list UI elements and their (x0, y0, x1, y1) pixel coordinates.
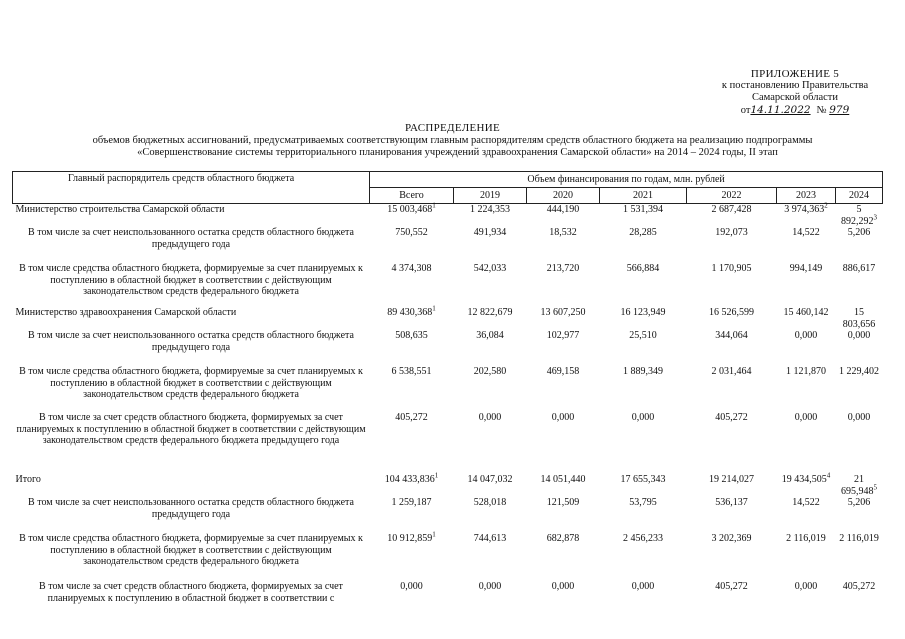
row-value (370, 201, 454, 228)
footnote-mark: 1 (432, 304, 436, 313)
value-text: 15 460,142 (783, 307, 829, 318)
value-text: 3 974,363 (784, 204, 825, 215)
row-label: В том числе за счет средств областного бюджета, формируемых за счет планируемых к поступлению в областной бюджет в соответствии с (39, 581, 343, 604)
value-text: 121,509 (546, 497, 580, 508)
value-text: 14,522 (792, 227, 820, 238)
row-value (600, 204, 687, 228)
value-text: 886,617 (842, 263, 876, 274)
table-row-ministry (13, 474, 883, 497)
row-value (836, 204, 883, 228)
value-text: 0,000 (478, 581, 502, 592)
value-text: 12 822,679 (467, 307, 513, 318)
value-text: 0,000 (478, 412, 502, 423)
row-value (454, 307, 527, 330)
header-col: 2023 (777, 188, 836, 204)
value-text: 566,884 (626, 263, 660, 274)
value-text: 0,000 (794, 412, 818, 423)
row-value (687, 227, 777, 263)
row-value (687, 366, 777, 412)
footnote-mark: 2 (824, 201, 828, 210)
value-text: 192,073 (715, 227, 748, 238)
table-row (13, 227, 883, 263)
appendix-dateline (690, 104, 900, 117)
value-text: 528,018 (473, 497, 507, 508)
header-col: 2021 (600, 188, 687, 204)
row-value (777, 227, 836, 263)
row-value (777, 201, 836, 228)
row-value (370, 366, 454, 412)
row-value (687, 204, 777, 228)
row-value (687, 581, 777, 609)
row-value (836, 263, 883, 307)
row-value (836, 227, 883, 263)
row-value (454, 366, 527, 412)
row-label: В том числе за счет неиспользованного остатка средств областного бюджета предыдущего года (28, 227, 354, 250)
row-value (687, 497, 777, 533)
value-text: 0,000 (847, 330, 871, 341)
value-text: 2 031,464 (711, 366, 752, 377)
row-value (600, 474, 687, 497)
value-text: 16 123,949 (620, 307, 666, 318)
value-text: 0,000 (794, 581, 818, 592)
row-value (527, 307, 600, 330)
value-text: 1 121,870 (786, 366, 826, 377)
row-value (527, 412, 600, 474)
row-value (687, 307, 777, 330)
row-value (370, 412, 454, 474)
value-text: 104 433,836 (384, 474, 435, 485)
row-value (454, 227, 527, 263)
value-text: 2 116,019 (839, 533, 879, 544)
table-row (13, 366, 883, 412)
row-value (836, 474, 883, 497)
value-text: 102,977 (546, 330, 580, 341)
row-value (600, 581, 687, 609)
table-row (13, 263, 883, 307)
row-value (777, 533, 836, 581)
value-text: 2 687,428 (711, 204, 752, 215)
row-value (777, 263, 836, 307)
row-value (527, 474, 600, 497)
value-text: 344,064 (715, 330, 748, 341)
row-value (527, 330, 600, 366)
value-text: 469,158 (546, 366, 580, 377)
value-text: 0,000 (794, 330, 818, 341)
table-row (13, 581, 883, 609)
number-value: 979 (829, 104, 850, 116)
value-text: 444,190 (546, 204, 580, 215)
row-label: Итого (15, 474, 41, 485)
row-value (527, 497, 600, 533)
row-value (687, 412, 777, 474)
row-value (370, 227, 454, 263)
row-value (527, 227, 600, 263)
heading-title: РАСПРЕДЕЛЕНИЕ (405, 122, 500, 134)
allocation-table (12, 171, 883, 609)
value-text: 994,149 (789, 263, 823, 274)
value-text: 14 047,032 (467, 474, 513, 485)
value-text: 6 538,551 (391, 366, 432, 377)
value-text: 1 170,905 (711, 263, 752, 274)
row-value (600, 366, 687, 412)
value-text: 14 051,440 (540, 474, 586, 485)
table-row-ministry (13, 307, 883, 330)
value-text: 213,720 (546, 263, 580, 274)
table-row (13, 497, 883, 533)
header-col: 2022 (687, 188, 777, 204)
row-label: В том числе за счет средств областного бюджета, формируемых за счет планируемых к поступлению в областной бюджет в соответствии с действующим законодательством средств федерального бюджета предыдущего года (16, 412, 366, 446)
value-text: 0,000 (400, 581, 423, 592)
value-text: 36,084 (476, 330, 504, 341)
value-text: 2 116,019 (786, 533, 826, 544)
value-text: 28,285 (629, 227, 657, 238)
row-value (454, 204, 527, 228)
row-value (687, 533, 777, 581)
number-prefix: № (816, 105, 827, 116)
row-value (836, 533, 883, 581)
row-label: В том числе средства областного бюджета, формируемые за счет планируемых к поступлению в областной бюджет в соответствии с действующим законодательством средств федерального бюджета (19, 533, 363, 567)
row-value (454, 330, 527, 366)
value-text: 682,878 (546, 533, 580, 544)
header-main: Главный распорядитель средств областного бюджета (13, 172, 370, 204)
value-text: 89 430,368 (387, 307, 433, 318)
row-value (527, 533, 600, 581)
value-text: 18,532 (549, 227, 577, 238)
value-text: 4 374,308 (391, 263, 432, 274)
table-body (13, 201, 883, 610)
footnote-mark: 1 (434, 471, 439, 480)
value-text: 53,795 (629, 497, 657, 508)
row-value (687, 474, 777, 497)
row-value (777, 471, 836, 497)
table-row (13, 412, 883, 474)
row-value (600, 533, 687, 581)
row-value (600, 263, 687, 307)
value-text: 14,522 (792, 497, 820, 508)
appendix-line-2: Самарской области (752, 92, 838, 103)
row-value (777, 412, 836, 474)
value-text: 202,580 (473, 366, 507, 377)
value-text: 405,272 (715, 412, 748, 423)
value-text: 1 259,187 (391, 497, 432, 508)
appendix-line-1: к постановлению Правительства (721, 80, 869, 91)
value-text: 1 889,349 (623, 366, 663, 377)
table-row (13, 330, 883, 366)
row-value (527, 263, 600, 307)
value-text: 405,272 (715, 581, 748, 592)
row-value (687, 330, 777, 366)
row-value (454, 474, 527, 497)
value-text: 0,000 (631, 581, 655, 592)
value-text: 21 695,948 (841, 474, 874, 497)
row-value (836, 497, 883, 533)
header-col: 2024 (836, 188, 883, 204)
footnote-mark: 4 (826, 471, 831, 480)
row-value (370, 263, 454, 307)
footnote-mark: 5 (873, 483, 878, 492)
value-text: 2 456,233 (623, 533, 663, 544)
row-value (836, 412, 883, 474)
row-value (527, 204, 600, 228)
row-value (454, 263, 527, 307)
row-value (836, 366, 883, 412)
row-value (687, 263, 777, 307)
date-value: 14.11.2022 (750, 104, 811, 116)
footnote-mark: 1 (432, 201, 436, 210)
value-text: 750,552 (395, 227, 428, 238)
value-text: 1 224,353 (470, 204, 510, 215)
row-value (836, 307, 883, 330)
value-text: 405,272 (395, 412, 428, 423)
row-value (454, 533, 527, 581)
row-value (600, 227, 687, 263)
value-text: 25,510 (629, 330, 657, 341)
row-value (527, 581, 600, 609)
document-heading (0, 122, 905, 160)
table-row-ministry (13, 204, 883, 228)
header-col: 2019 (454, 188, 527, 204)
row-value (836, 330, 883, 366)
row-value (777, 497, 836, 533)
row-value (600, 330, 687, 366)
row-value (370, 581, 454, 609)
header-col: Всего (370, 188, 454, 204)
footnote-mark: 1 (432, 530, 436, 539)
value-text: 15 003,468 (387, 204, 433, 215)
footnote-mark: 3 (873, 213, 878, 222)
row-value (370, 304, 454, 330)
header-group: Объем финансирования по годам, млн. рублей (370, 172, 883, 188)
row-label: В том числе за счет неиспользованного остатка средств областного бюджета предыдущего года (28, 330, 354, 353)
value-text: 10 912,859 (387, 533, 433, 544)
row-value (370, 497, 454, 533)
row-label: В том числе за счет неиспользованного остатка средств областного бюджета предыдущего года (28, 497, 354, 520)
heading-line-2: «Совершенствование системы территориального планирования учреждений здравоохранения Самарской области» на 2014 – 2024 годы, II этап (137, 147, 778, 158)
value-text: 5,206 (847, 227, 871, 238)
value-text: 16 526,599 (709, 307, 754, 318)
value-text: 19 214,027 (709, 474, 754, 485)
value-text: 508,635 (395, 330, 428, 341)
value-text: 0,000 (631, 412, 655, 423)
row-value (454, 581, 527, 609)
appendix-block (690, 68, 900, 117)
row-label: В том числе средства областного бюджета, формируемые за счет планируемых к поступлению в областной бюджет в соответствии с действующим законодательством средств федерального бюджета (19, 263, 363, 297)
value-text: 5,206 (847, 497, 871, 508)
value-text: 1 531,394 (623, 204, 663, 215)
row-label: В том числе средства областного бюджета, формируемые за счет планируемых к поступлению в областной бюджет в соответствии с действующим законодательством средств федерального бюджета (19, 366, 363, 400)
row-value (454, 497, 527, 533)
table-row (13, 533, 883, 581)
date-prefix: от (740, 105, 751, 116)
value-text: 3 202,369 (711, 533, 752, 544)
value-text: 0,000 (551, 581, 575, 592)
row-value (527, 366, 600, 412)
value-text: 0,000 (847, 412, 871, 423)
value-text: 744,613 (473, 533, 507, 544)
row-label: Министерство строительства Самарской области (15, 204, 225, 215)
value-text: 19 434,505 (781, 474, 827, 485)
value-text: 405,272 (842, 581, 876, 592)
value-text: 1 229,402 (839, 366, 880, 377)
row-value (777, 330, 836, 366)
value-text: 0,000 (551, 412, 575, 423)
value-text: 13 607,250 (540, 307, 586, 318)
row-value (600, 497, 687, 533)
appendix-title: ПРИЛОЖЕНИЕ 5 (750, 68, 840, 80)
row-value (370, 530, 454, 581)
value-text: 491,934 (473, 227, 507, 238)
value-text: 5 892,292 (841, 204, 874, 227)
row-value (600, 412, 687, 474)
row-value (836, 581, 883, 609)
value-text: 17 655,343 (620, 474, 666, 485)
row-label: Министерство здравоохранения Самарской области (15, 307, 237, 318)
row-value (600, 307, 687, 330)
row-value (777, 366, 836, 412)
row-value (777, 581, 836, 609)
row-value (370, 471, 454, 497)
heading-line-1: объемов бюджетных ассигнований, предусматриваемых соответствующим главным распорядителям средств областного бюджета на реализацию подпрограммы (92, 134, 813, 146)
value-text: 536,137 (715, 497, 748, 508)
header-col: 2020 (527, 188, 600, 204)
row-value (777, 307, 836, 330)
value-text: 15 803,656 (842, 307, 876, 330)
value-text: 542,033 (473, 263, 507, 274)
row-value (454, 412, 527, 474)
row-value (370, 330, 454, 366)
